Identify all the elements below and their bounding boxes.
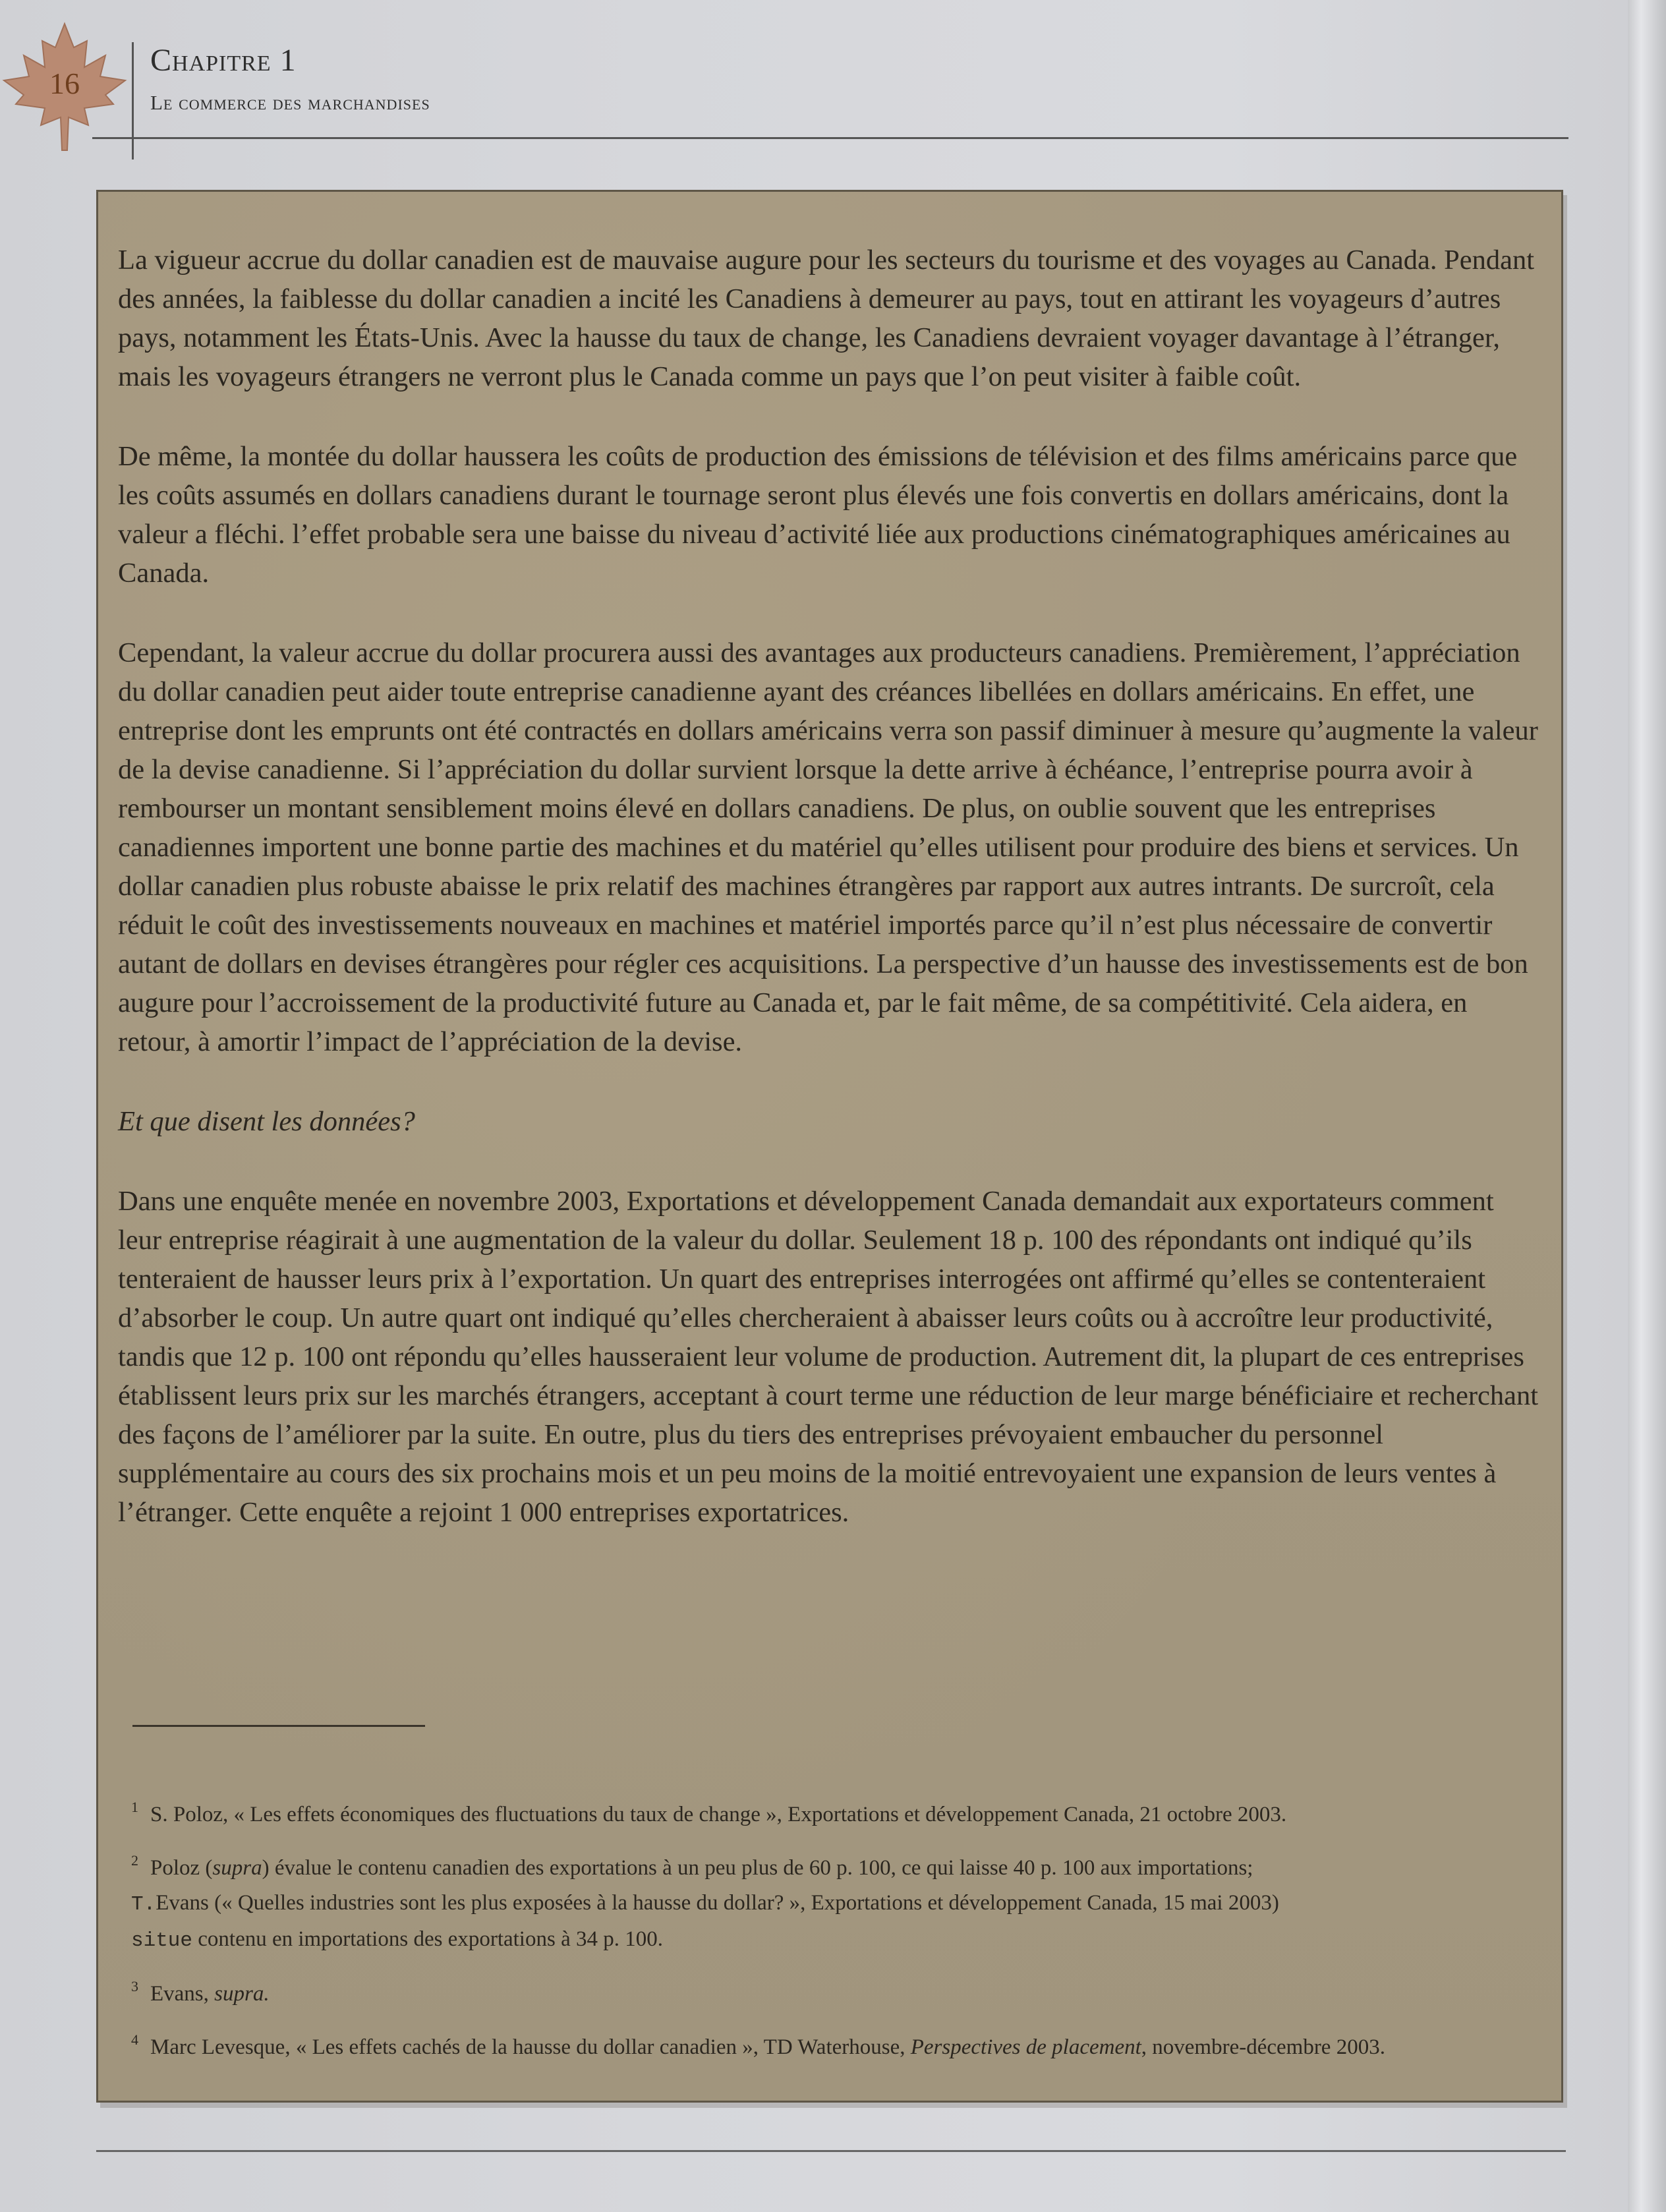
footnote-italic: supra	[212, 1856, 262, 1880]
footnote-text: ) évalue le contenu canadien des exportations à un peu plus de 60 p. 100, ce qui laisse 40 p. 100 aux importations;	[262, 1856, 1253, 1880]
footnote-number: 1	[131, 1799, 138, 1815]
footnote-text: Evans (« Quelles industries sont les plus exposées à la hausse du dollar? », Exportations et développement Canada, 15 mai 2003)	[156, 1891, 1279, 1915]
footnote-text: Evans,	[150, 1982, 215, 2006]
chapter-subtitle: Le commerce des marchandises	[150, 91, 430, 114]
paragraph-advantages: Cependant, la valeur accrue du dollar procurera aussi des avantages aux producteurs canadiens. Premièrement, l’appréciation du dollar canadien peut aider toute entreprise canadienne ayant des créances libellées en dollars américains. En effet, une entreprise dont les emprunts ont été contractés en dollars américains verra son passif diminuer à mesure qu’augmente la valeur de la devise canadienne. Si l’appréciation du dollar survient lorsque la dette arrive à échéance, l’entreprise pourra avoir à rembourser un montant sensiblement moins élevé en dollars canadiens. De plus, on oublie souvent que les entreprises canadiennes importent une bonne partie des machines et du matériel qu’elles utilisent pour produire des biens et services. Un dollar canadien plus robuste abaisse le prix relatif des machines étrangères par rapport aux autres intrants. De surcroît, cela réduit le coût des investissements nouveaux en machines et matériel importés parce qu’il n’est plus nécessaire de convertir autant de dollars en devises étrangères pour régler ces acquisitions. La perspective d’un hausse des investissements est de bon augure pour l’accroissement de la productivité future au Canada et, par le fait même, de sa compétitivité. Cela aidera, en retour, à amortir l’impact de l’appréciation de la devise.	[118, 637, 1538, 1057]
footnote-text: S. Poloz, « Les effets économiques des fluctuations du taux de change », Exportations et développement Canada, 21 octobre 2003.	[150, 1803, 1287, 1826]
footnote-italic: Perspectives de placement	[910, 2035, 1141, 2059]
chapter-title: Chapitre 1	[150, 43, 297, 78]
footnote-number: 4	[131, 2031, 138, 2048]
footnote-text: Marc Levesque, « Les effets cachés de la hausse du dollar canadien », TD Waterhouse,	[150, 2035, 911, 2059]
footnote-3	[131, 1969, 1541, 2012]
header-divider	[132, 42, 134, 160]
paragraph-survey-data: Dans une enquête menée en novembre 2003, Exportations et développement Canada demandait aux exportateurs comment leur entreprise réagirait à une augmentation de la valeur du dollar. Seulement 18 p. 100 des répondants ont indiqué qu’ils tenteraient de hausser leurs prix à l’exportation. Un quart des entreprises interrogées ont affirmé qu’elles se contenteraient d’absorber le coup. Un autre quart ont indiqué qu’elles chercheraient à abaisser leurs coûts ou à accroître leur productivité, tandis que 12 p. 100 ont répondu qu’elles hausseraient leur volume de production. Autrement dit, la plupart de ces entreprises établissent leurs prix sur les marchés étrangers, acceptant à court terme une réduction de leur marge bénéficiaire et recherchant des façons de l’améliorer par la suite. En outre, plus du tiers des entreprises prévoyaient embaucher du personnel supplémentaire au cours des six prochains mois et un peu moins de la moitié entrevoyaient une expansion de leurs ventes à l’étranger. Cette enquête a rejoint 1 000 entreprises exportatrices.	[118, 1186, 1539, 1528]
footnote-4	[131, 2022, 1541, 2065]
footnote-number: 3	[131, 1978, 138, 1994]
sidebar-box	[96, 190, 1563, 2103]
footnote-separator	[132, 1725, 425, 1727]
box-content	[118, 241, 1543, 1573]
footnote-number: 2	[131, 1852, 138, 1869]
footnote-text: contenu en importations des exportations à 34 p. 100.	[198, 1927, 663, 1951]
footnote-mono-text: T.	[131, 1893, 156, 1916]
footnote-italic: supra.	[214, 1982, 270, 2006]
footnote-2	[131, 1843, 1541, 1958]
footer-rule	[96, 2150, 1566, 2152]
footnotes	[131, 1790, 1541, 2076]
paragraph-film-production: De même, la montée du dollar haussera les coûts de production des émissions de télévision et des films américains parce que les coûts assumés en dollars canadiens durant le tournage seront plus élevés une fois convertis en dollars américains, dont la valeur a fléchi. l’effet probable sera une baisse du niveau d’activité liée aux productions cinématographiques américaines au Canada.	[118, 441, 1518, 589]
footnote-mono-text: situe	[131, 1929, 193, 1952]
page-number: 16	[49, 67, 80, 100]
paragraph-tourism: La vigueur accrue du dollar canadien est de mauvaise augure pour les secteurs du tourisme et des voyages au Canada. Pendant des années, la faiblesse du dollar canadien a incité les Canadiens à demeurer au pays, tout en attirant les voyageurs d’autres pays, notamment les États-Unis. Avec la hausse du taux de change, les Canadiens devraient voyager davantage à l’étranger, mais les voyageurs étrangers ne verront plus le Canada comme un pays que l’on peut visiter à faible coût.	[118, 245, 1535, 392]
footnote-text: Poloz (	[150, 1856, 213, 1880]
page-edge	[1628, 0, 1666, 2212]
footnote-1	[131, 1790, 1541, 1832]
section-subheading: Et que disent les données?	[118, 1106, 415, 1137]
footnote-text: , novembre-décembre 2003.	[1141, 2035, 1385, 2059]
header-rule	[92, 137, 1568, 139]
